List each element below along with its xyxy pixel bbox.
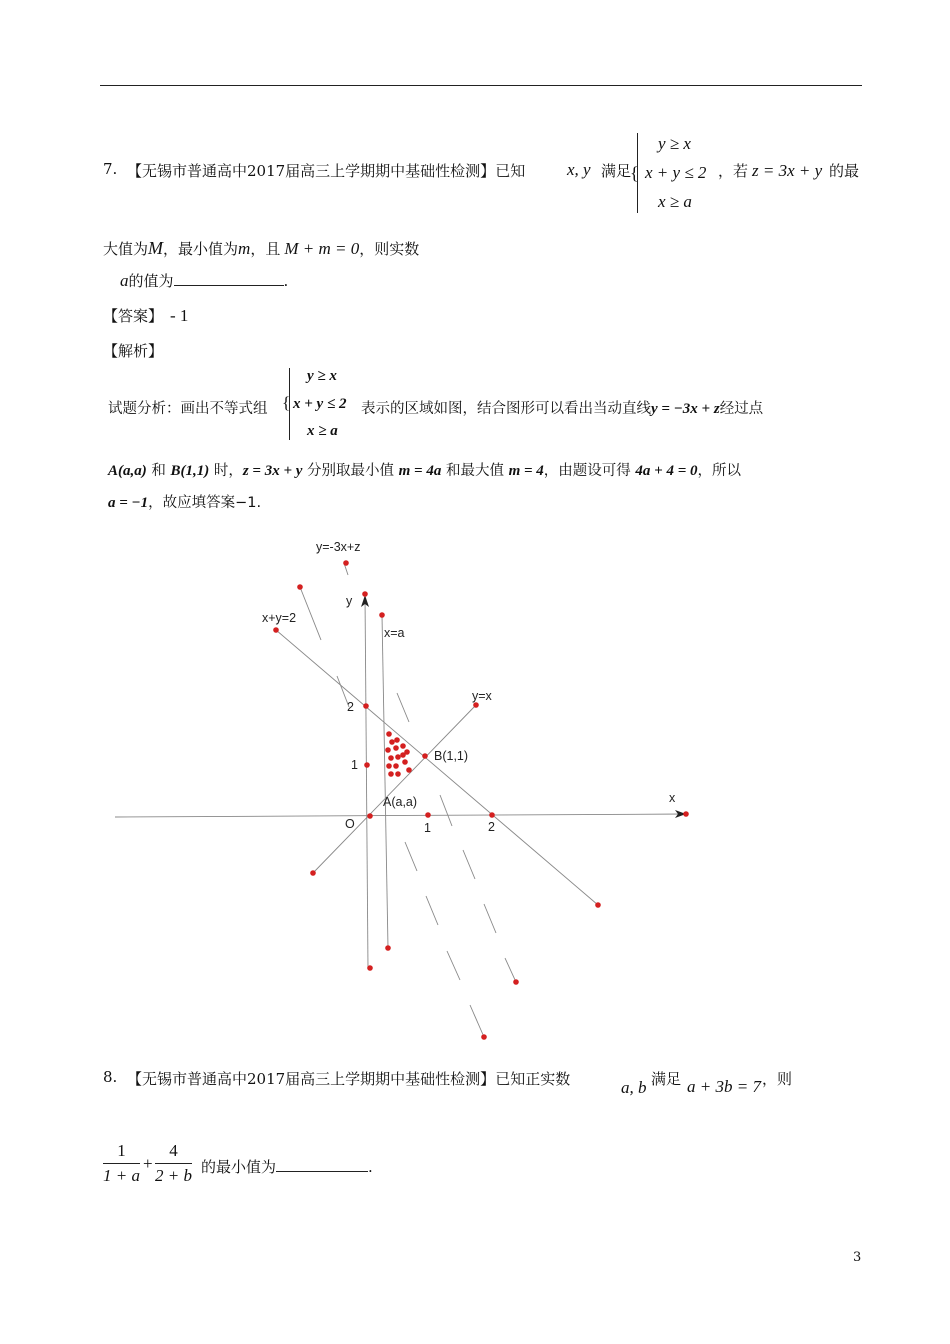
q7-answer-blank bbox=[174, 285, 284, 286]
q8-frac1-den: 1 + a bbox=[103, 1166, 140, 1185]
q7-known: 已知 bbox=[495, 162, 526, 180]
analysis-after-system bbox=[361, 397, 763, 418]
figure-point bbox=[310, 870, 316, 876]
analysis-max-text: 和最大值 bbox=[441, 463, 509, 479]
figure-point bbox=[394, 737, 400, 743]
analysis-and: 和 bbox=[146, 463, 171, 479]
analysis-line-eq: y = −3x + z bbox=[651, 401, 720, 417]
q7-condition: M + m = 0 bbox=[284, 239, 360, 258]
figure-point bbox=[386, 763, 392, 769]
q7-line2-b: ，最小值为 bbox=[163, 240, 239, 258]
figure-point bbox=[343, 560, 349, 566]
q8-known: 已知正实数 bbox=[495, 1070, 571, 1088]
sum-line bbox=[276, 630, 598, 905]
analysis-intro: 试题分析：画出不等式组 bbox=[108, 401, 268, 417]
q8-number: 8. bbox=[103, 1068, 118, 1086]
analysis-after-line: 经过点 bbox=[719, 401, 764, 417]
figure-point bbox=[395, 754, 401, 760]
q7-line2-c: ，且 bbox=[250, 240, 281, 258]
q7-line2-a: 大值为 bbox=[103, 240, 149, 258]
figure-point bbox=[473, 702, 479, 708]
q7-line3 bbox=[120, 270, 288, 291]
figure-point bbox=[379, 612, 385, 618]
label-sum-line: x+y=2 bbox=[262, 611, 297, 625]
q7-max-tail: 的最 bbox=[829, 162, 860, 180]
q7-satisfy: 满足 bbox=[601, 162, 632, 180]
analysis-after-system-text: 表示的区域如图，结合图形可以看出当动直线 bbox=[361, 401, 651, 417]
q8-min-line bbox=[201, 1156, 373, 1177]
q8-frac2-den: 2 + b bbox=[155, 1166, 192, 1185]
q7-line3-end: . bbox=[283, 272, 289, 290]
q8-then: ，则 bbox=[762, 1070, 793, 1088]
figure-point bbox=[385, 945, 391, 951]
page-number: 3 bbox=[853, 1250, 862, 1265]
zline-seg-1 bbox=[300, 587, 321, 640]
figure-point bbox=[513, 979, 519, 985]
q7-a: a bbox=[120, 271, 129, 290]
analysis-when: 时， bbox=[209, 463, 243, 479]
figure-point bbox=[386, 731, 392, 737]
q7-m: m bbox=[238, 239, 251, 258]
figure-point bbox=[367, 813, 373, 819]
q7-brace-tip: { bbox=[630, 163, 639, 183]
figure-point bbox=[400, 743, 406, 749]
q8-vars: a, b bbox=[621, 1078, 647, 1097]
q8-end: . bbox=[368, 1158, 373, 1176]
figure-point bbox=[297, 584, 303, 590]
q8-min-text: 的最小值为 bbox=[201, 1158, 277, 1176]
y-axis-line bbox=[365, 595, 368, 969]
q7-vars: x, y bbox=[567, 160, 591, 179]
figure-point bbox=[385, 747, 391, 753]
analysis-line2 bbox=[108, 459, 741, 480]
q7-line3-text: 的值为 bbox=[128, 272, 174, 290]
q7-ineq-2: x + y ≤ 2 bbox=[645, 163, 707, 182]
q7-ineq-3: x ≥ a bbox=[658, 192, 692, 211]
q7-objective: z = 3x + y bbox=[752, 161, 823, 180]
figure-point bbox=[395, 771, 401, 777]
yx-line bbox=[313, 705, 476, 873]
analysis-take: 分别取最小值 bbox=[302, 463, 399, 479]
label-x2: 2 bbox=[488, 820, 495, 834]
figure-point bbox=[400, 752, 406, 758]
analysis-ineq-2: x + y ≤ 2 bbox=[293, 396, 347, 412]
label-xa-line: x=a bbox=[384, 626, 405, 640]
region-figure bbox=[0, 520, 950, 1050]
label-y-axis: y bbox=[346, 594, 353, 608]
q7-line2 bbox=[103, 238, 419, 259]
zline-seg-5 bbox=[405, 842, 417, 871]
analysis-point-b: B(1,1) bbox=[170, 463, 210, 479]
q8-fraction-2 bbox=[155, 1141, 192, 1186]
analysis-tail: ，由题设可得 bbox=[543, 463, 636, 479]
zline-seg-8 bbox=[470, 1005, 484, 1037]
figure-point bbox=[393, 745, 399, 751]
xa-line bbox=[382, 615, 388, 948]
figure-point bbox=[422, 753, 428, 759]
figure-point bbox=[367, 965, 373, 971]
figure-point bbox=[364, 762, 370, 768]
q7-source bbox=[127, 160, 525, 181]
label-y2: 2 bbox=[347, 700, 354, 714]
q7-M: M bbox=[148, 238, 164, 258]
figure-point bbox=[363, 703, 369, 709]
figure-point bbox=[388, 755, 394, 761]
analysis-label: 【解析】 bbox=[103, 342, 164, 360]
figure-point bbox=[425, 812, 431, 818]
q7-source-text: 【无锡市普通高中2017届高三上学期期中基础性检测】 bbox=[127, 162, 496, 180]
figure-point bbox=[595, 902, 601, 908]
x-axis-line bbox=[115, 814, 686, 817]
q8-satisfy: 满足 bbox=[651, 1070, 682, 1088]
analysis-point-a: A(a,a) bbox=[108, 463, 147, 479]
zline-seg-11 bbox=[505, 958, 516, 982]
label-yx-line: y=x bbox=[472, 689, 492, 703]
analysis-ineq-3: x ≥ a bbox=[307, 423, 338, 439]
analysis-end: ，所以 bbox=[697, 463, 742, 479]
q8-frac1-num: 1 bbox=[103, 1141, 140, 1164]
label-origin: O bbox=[345, 817, 355, 831]
label-x1: 1 bbox=[424, 821, 431, 835]
q7-if: ，若 bbox=[718, 162, 749, 180]
q8-fraction-1 bbox=[103, 1141, 140, 1186]
analysis-min: m = 4a bbox=[398, 463, 442, 479]
answer-label: 【答案】 bbox=[103, 307, 164, 325]
header-rule bbox=[100, 85, 862, 86]
q7-number: 7. bbox=[103, 160, 118, 178]
figure-points bbox=[273, 560, 689, 1040]
figure-point bbox=[406, 767, 412, 773]
analysis-max: m = 4 bbox=[508, 463, 544, 479]
q8-frac2-num: 4 bbox=[155, 1141, 192, 1164]
analysis-z: z = 3x + y bbox=[242, 463, 303, 479]
figure-point bbox=[393, 763, 399, 769]
label-point-b: B(1,1) bbox=[434, 749, 469, 763]
zline-seg-6 bbox=[426, 896, 438, 925]
analysis-line3 bbox=[108, 491, 261, 512]
zline-seg-10 bbox=[484, 904, 496, 933]
q8-answer-blank bbox=[276, 1171, 368, 1172]
figure-point bbox=[481, 1034, 487, 1040]
analysis-ineq-1: y ≥ x bbox=[307, 368, 337, 384]
q8-source-text: 【无锡市普通高中2017届高三上学期期中基础性检测】 bbox=[127, 1070, 496, 1088]
zline-seg-4 bbox=[440, 795, 452, 826]
label-x-axis: x bbox=[669, 791, 676, 805]
figure-point bbox=[489, 812, 495, 818]
q7-line2-d: ，则实数 bbox=[359, 240, 420, 258]
figure-point bbox=[388, 771, 394, 777]
analysis-eq: 4a + 4 = 0 bbox=[635, 463, 698, 479]
figure-point bbox=[402, 759, 408, 765]
zline-seg-9 bbox=[463, 850, 475, 879]
label-point-a: A(a,a) bbox=[383, 795, 418, 809]
figure-point bbox=[683, 811, 689, 817]
q8-plus: + bbox=[143, 1154, 153, 1173]
zline-seg-3 bbox=[397, 693, 409, 722]
q8-condition: a + 3b = 7 bbox=[687, 1077, 761, 1096]
q7-ineq-1: y ≥ x bbox=[658, 134, 691, 153]
label-y1: 1 bbox=[351, 758, 358, 772]
label-zline: y=-3x+z bbox=[316, 540, 361, 554]
analysis-line3-text: ，故应填答案−1. bbox=[148, 495, 262, 511]
analysis-a-eq: a = −1 bbox=[108, 495, 149, 511]
figure-point bbox=[389, 739, 395, 745]
q8-source bbox=[127, 1068, 570, 1089]
figure-point bbox=[362, 591, 368, 597]
answer-value: - 1 bbox=[170, 306, 189, 325]
zline-seg-7 bbox=[447, 951, 460, 980]
analysis-brace-tip: { bbox=[282, 393, 291, 412]
figure-point bbox=[273, 627, 279, 633]
